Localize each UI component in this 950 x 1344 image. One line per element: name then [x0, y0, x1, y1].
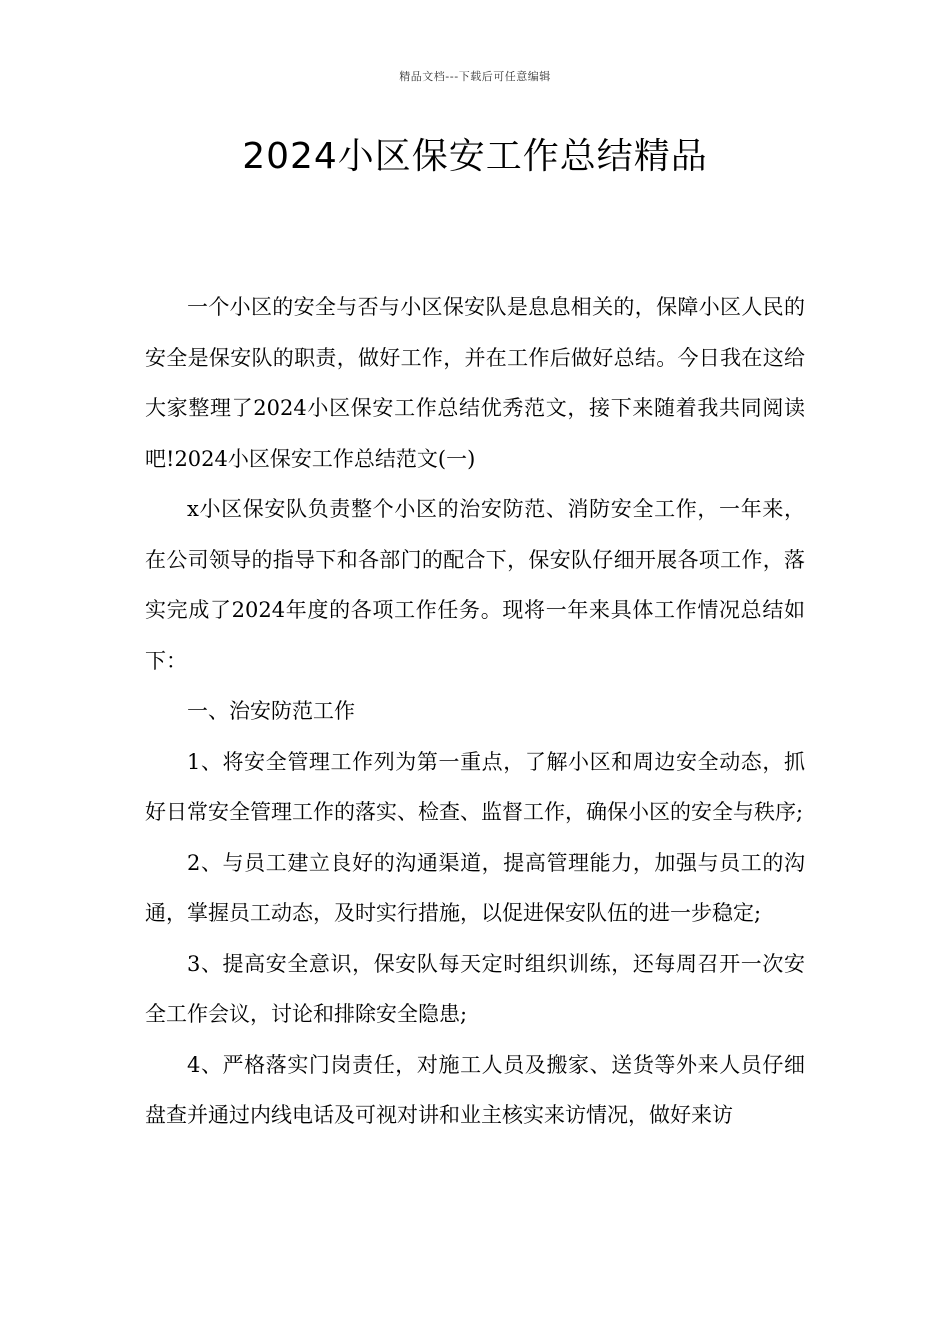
section-heading-security: 一、治安防范工作	[187, 699, 355, 723]
paragraph-item-3: 3、提高安全意识，保安队每天定时组织训练，还每周召开一次安全工作会议，讨论和排除安全隐患;	[145, 951, 805, 1026]
document-title: 2024小区保安工作总结精品	[242, 136, 708, 177]
paragraph-item-4: 4、严格落实门岗责任，对施工人员及搬家、送货等外来人员仔细盘查并通过内线电话及可视对讲和业主核实来访情况，做好来访	[145, 1052, 805, 1127]
paragraph-intro: 一个小区的安全与否与小区保安队是息息相关的，保障小区人民的安全是保安队的职责，做好工作，并在工作后做好总结。今日我在这给大家整理了2024小区保安工作总结优秀范文，接下来随着我共同阅读吧!2024小区保安工作总结范文(一)	[145, 295, 805, 471]
page-header-note: 精品文档---下载后可任意编辑	[399, 70, 551, 83]
document-body	[145, 282, 805, 1141]
paragraph-item-1: 1、将安全管理工作列为第一重点，了解小区和周边安全动态，抓好日常安全管理工作的落实、检查、监督工作，确保小区的安全与秩序;	[145, 749, 805, 824]
paragraph-item-2: 2、与员工建立良好的沟通渠道，提高管理能力，加强与员工的沟通，掌握员工动态，及时实行措施，以促进保安队伍的进一步稳定;	[145, 850, 805, 925]
paragraph-overview: x小区保安队负责整个小区的治安防范、消防安全工作，一年来，在公司领导的指导下和各部门的配合下，保安队仔细开展各项工作，落实完成了2024年度的各项工作任务。现将一年来具体工作情况总结如下：	[145, 497, 805, 673]
